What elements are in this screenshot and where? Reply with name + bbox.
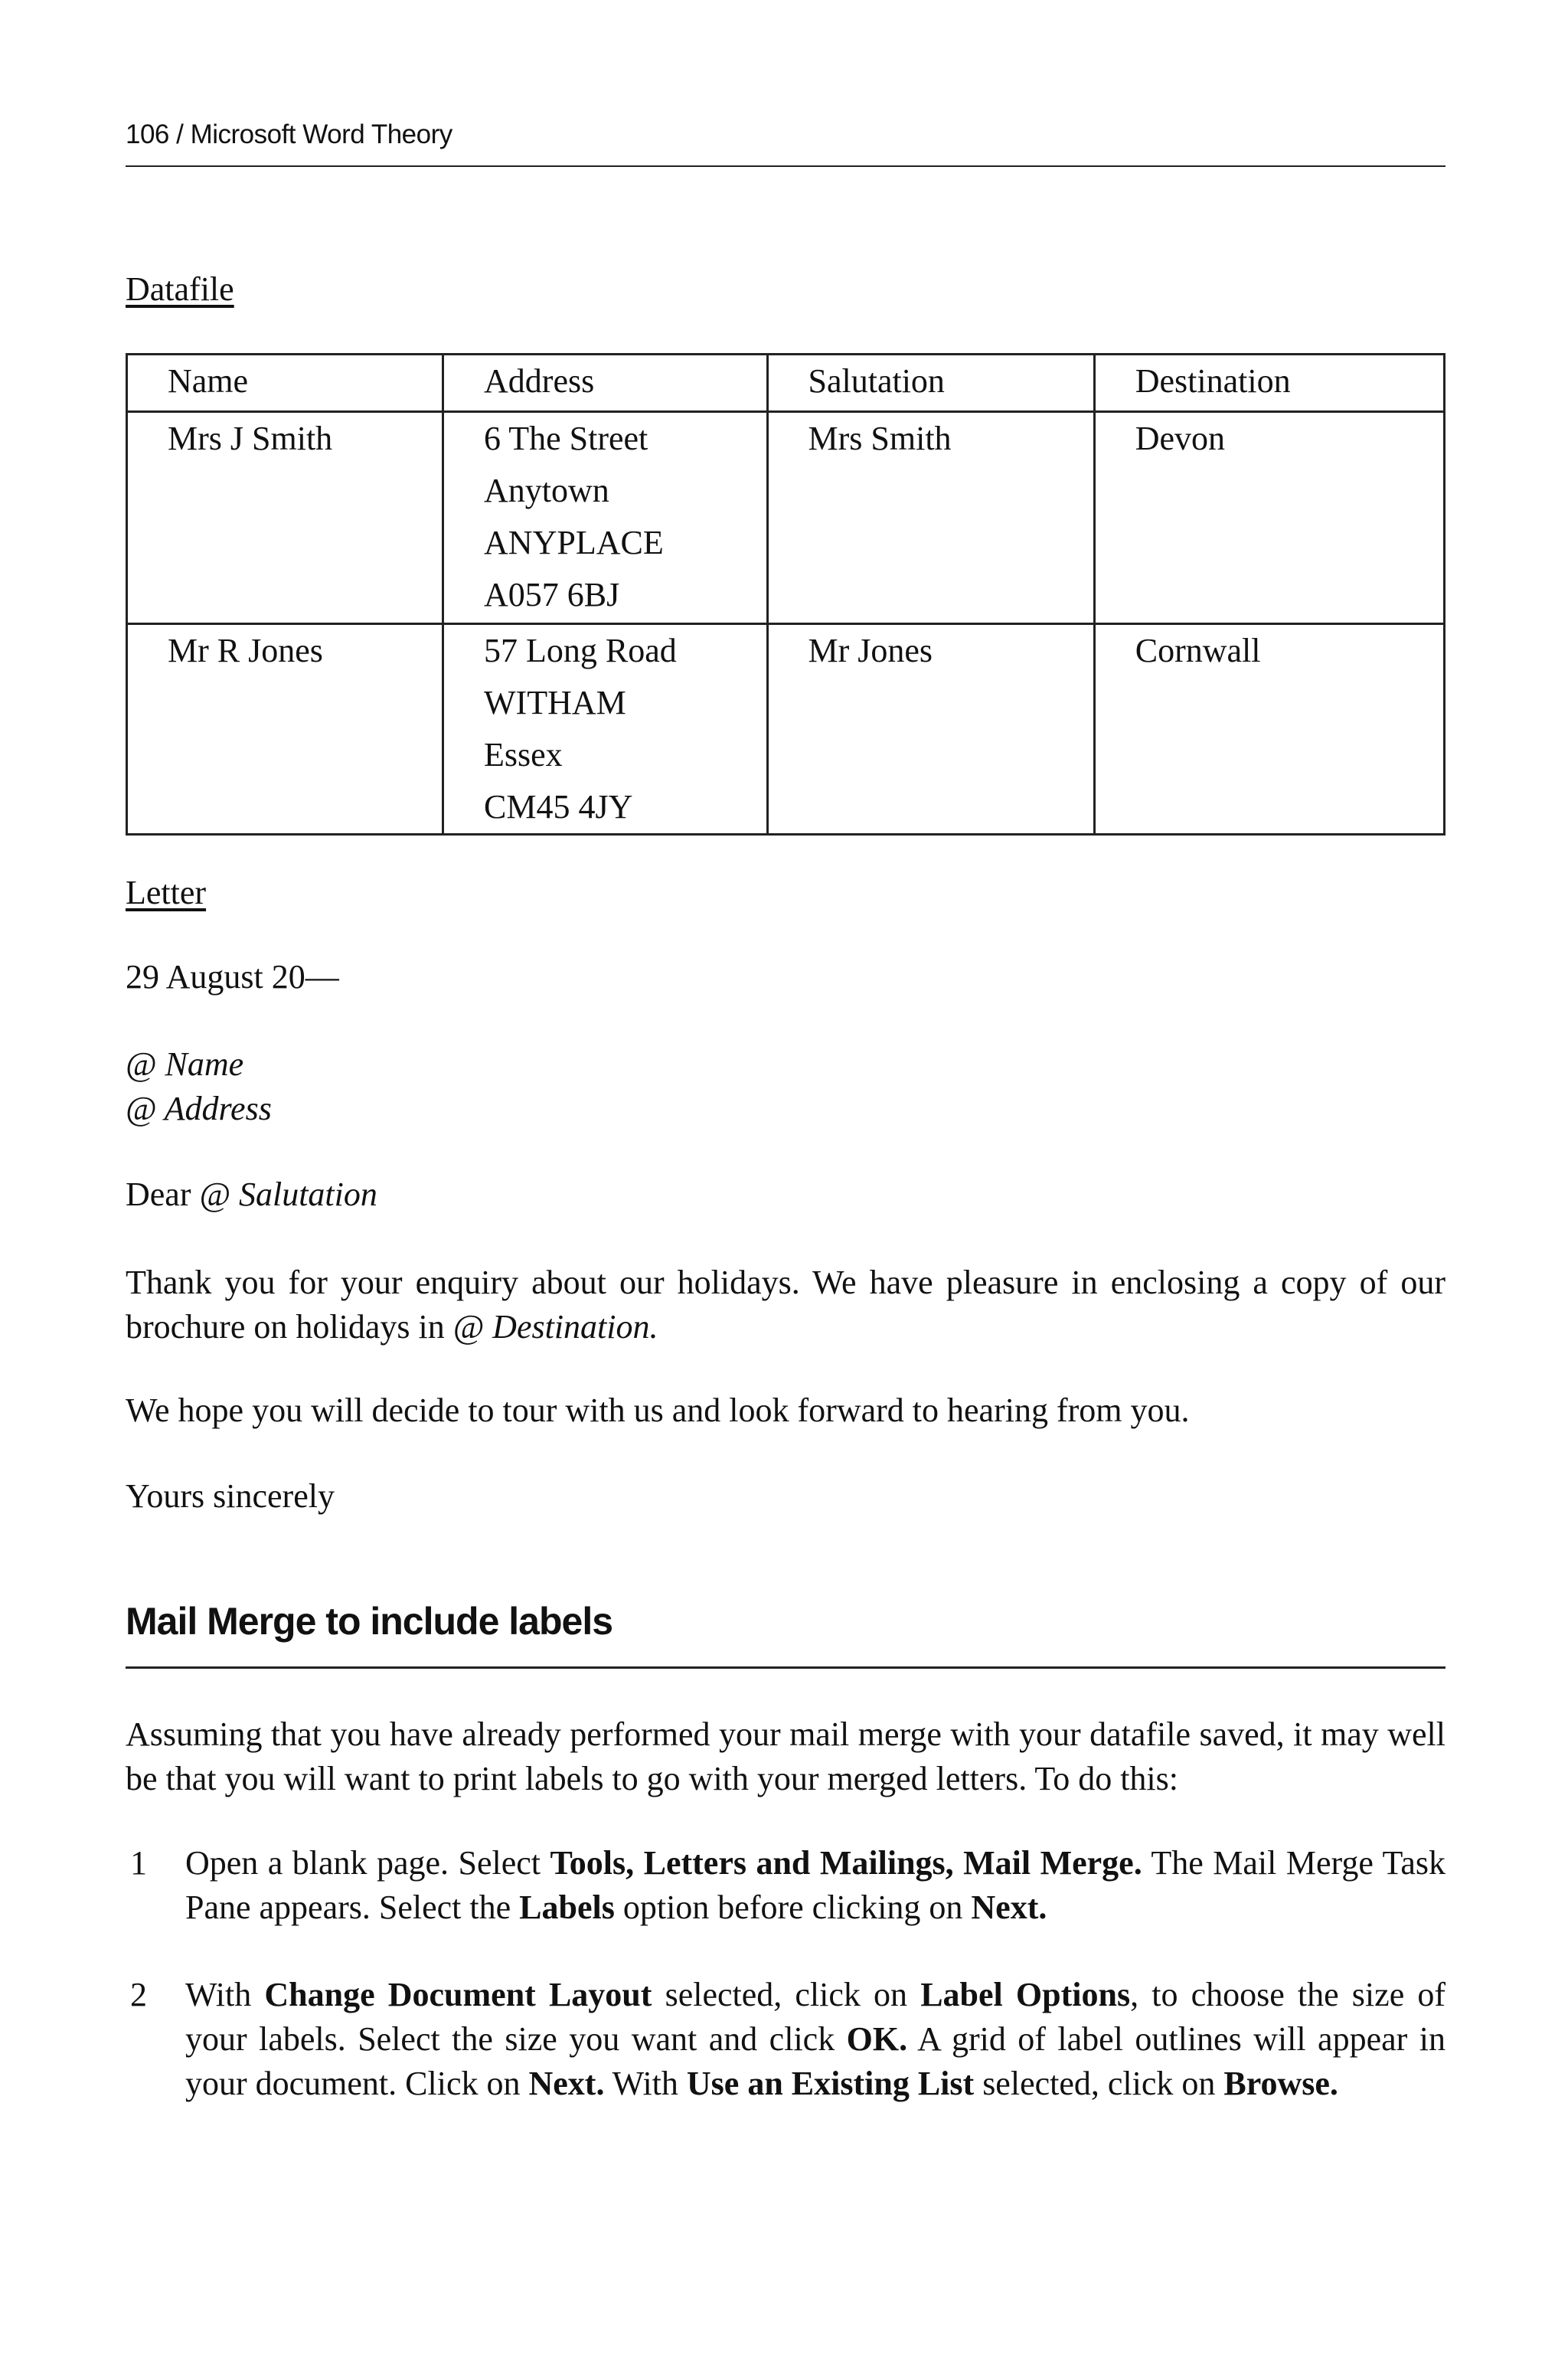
numbered-step: [126, 1841, 1446, 1930]
step-text-run: With: [185, 1976, 265, 2013]
step-bold-term: Change Document Layout: [264, 1976, 652, 2013]
merge-field-salutation: @ Salutation: [199, 1176, 377, 1213]
step-text-run: The Mail Merge Task Pane appears. Select the: [185, 1844, 1446, 1926]
datafile-table: [126, 353, 1446, 836]
header-rule: [126, 165, 1446, 167]
column-header-address: Address: [443, 355, 767, 412]
step-bold-term: OK.: [846, 2020, 908, 2058]
step-bold-term: Next.: [528, 2065, 605, 2102]
step-number: 2: [130, 1976, 147, 2013]
table-row: [127, 412, 1445, 624]
column-header-salutation: Salutation: [767, 355, 1094, 412]
table-header-row: [127, 355, 1445, 412]
step-text-run: option before clicking on: [614, 1889, 972, 1926]
cell-address: [443, 412, 767, 624]
section-title: Mail Merge to include labels: [126, 1600, 613, 1643]
step-bold-term: Tools, Letters and Mailings, Mail Merge.: [550, 1844, 1142, 1882]
paragraph-text: Thank you for your enquiry about our holidays. We have pleasure in enclosing a copy of our brochure on holidays in: [126, 1264, 1446, 1346]
address-line: WITHAM: [484, 684, 626, 721]
step-text: [185, 1973, 1446, 2106]
letter-date: 29 August 20—: [126, 958, 339, 996]
step-bold-term: Browse.: [1223, 2065, 1338, 2102]
step-text-run: Open a blank page. Select: [185, 1844, 550, 1882]
section-rule: [126, 1666, 1446, 1669]
cell-name: Mr R Jones: [127, 624, 443, 835]
cell-salutation: Mrs Smith: [767, 412, 1094, 624]
step-number: 1: [130, 1844, 147, 1882]
address-line: CM45 4JY: [484, 788, 633, 826]
step-bold-term: Use an Existing List: [686, 2065, 975, 2102]
table-row: [127, 624, 1445, 835]
letter-closing: Yours sincerely: [126, 1477, 335, 1515]
merge-field-address: @ Address: [126, 1090, 272, 1127]
column-header-destination: Destination: [1094, 355, 1444, 412]
address-line: ANYPLACE: [484, 524, 664, 561]
numbered-step: [126, 1973, 1446, 2106]
datafile-heading: Datafile: [126, 270, 234, 308]
step-bold-term: Next.: [971, 1889, 1047, 1926]
cell-salutation: Mr Jones: [767, 624, 1094, 835]
letter-salutation: [126, 1175, 377, 1214]
merge-field-destination: @ Destination.: [452, 1308, 658, 1346]
letter-heading: Letter: [126, 874, 207, 911]
address-line: A057 6BJ: [484, 576, 620, 613]
running-head: 106 / Microsoft Word Theory: [126, 119, 452, 149]
cell-destination: Cornwall: [1094, 624, 1444, 835]
step-text-run: With: [604, 2065, 687, 2102]
address-line: Anytown: [484, 472, 609, 509]
step-text-run: selected, click on: [652, 1976, 921, 2013]
step-text-run: , to choose the size of your labels. Select the size you want and click: [185, 1976, 1446, 2058]
cell-address: [443, 624, 767, 835]
letter-paragraph: We hope you will decide to tour with us and look forward to hearing from you.: [126, 1392, 1190, 1429]
cell-destination: Devon: [1094, 412, 1444, 624]
cell-name: Mrs J Smith: [127, 412, 443, 624]
step-bold-term: Labels: [519, 1889, 615, 1926]
address-line: Essex: [484, 736, 563, 773]
step-text-run: A grid of label outlines will appear in your document. Click on: [185, 2020, 1446, 2102]
merge-field-name: @ Name: [126, 1045, 244, 1083]
address-line: 6 The Street: [484, 420, 648, 457]
step-bold-term: Label Options: [920, 1976, 1131, 2013]
step-text-run: selected, click on: [974, 2065, 1224, 2102]
step-text: [185, 1841, 1446, 1930]
address-line: 57 Long Road: [484, 632, 677, 669]
column-header-name: Name: [127, 355, 443, 412]
letter-paragraph: [126, 1261, 1446, 1349]
section-intro: Assuming that you have already performed your mail merge with your datafile saved, it may well be that you will want to print labels to go with your merged letters. To do this:: [126, 1715, 1446, 1797]
salutation-prefix: Dear: [126, 1176, 200, 1213]
